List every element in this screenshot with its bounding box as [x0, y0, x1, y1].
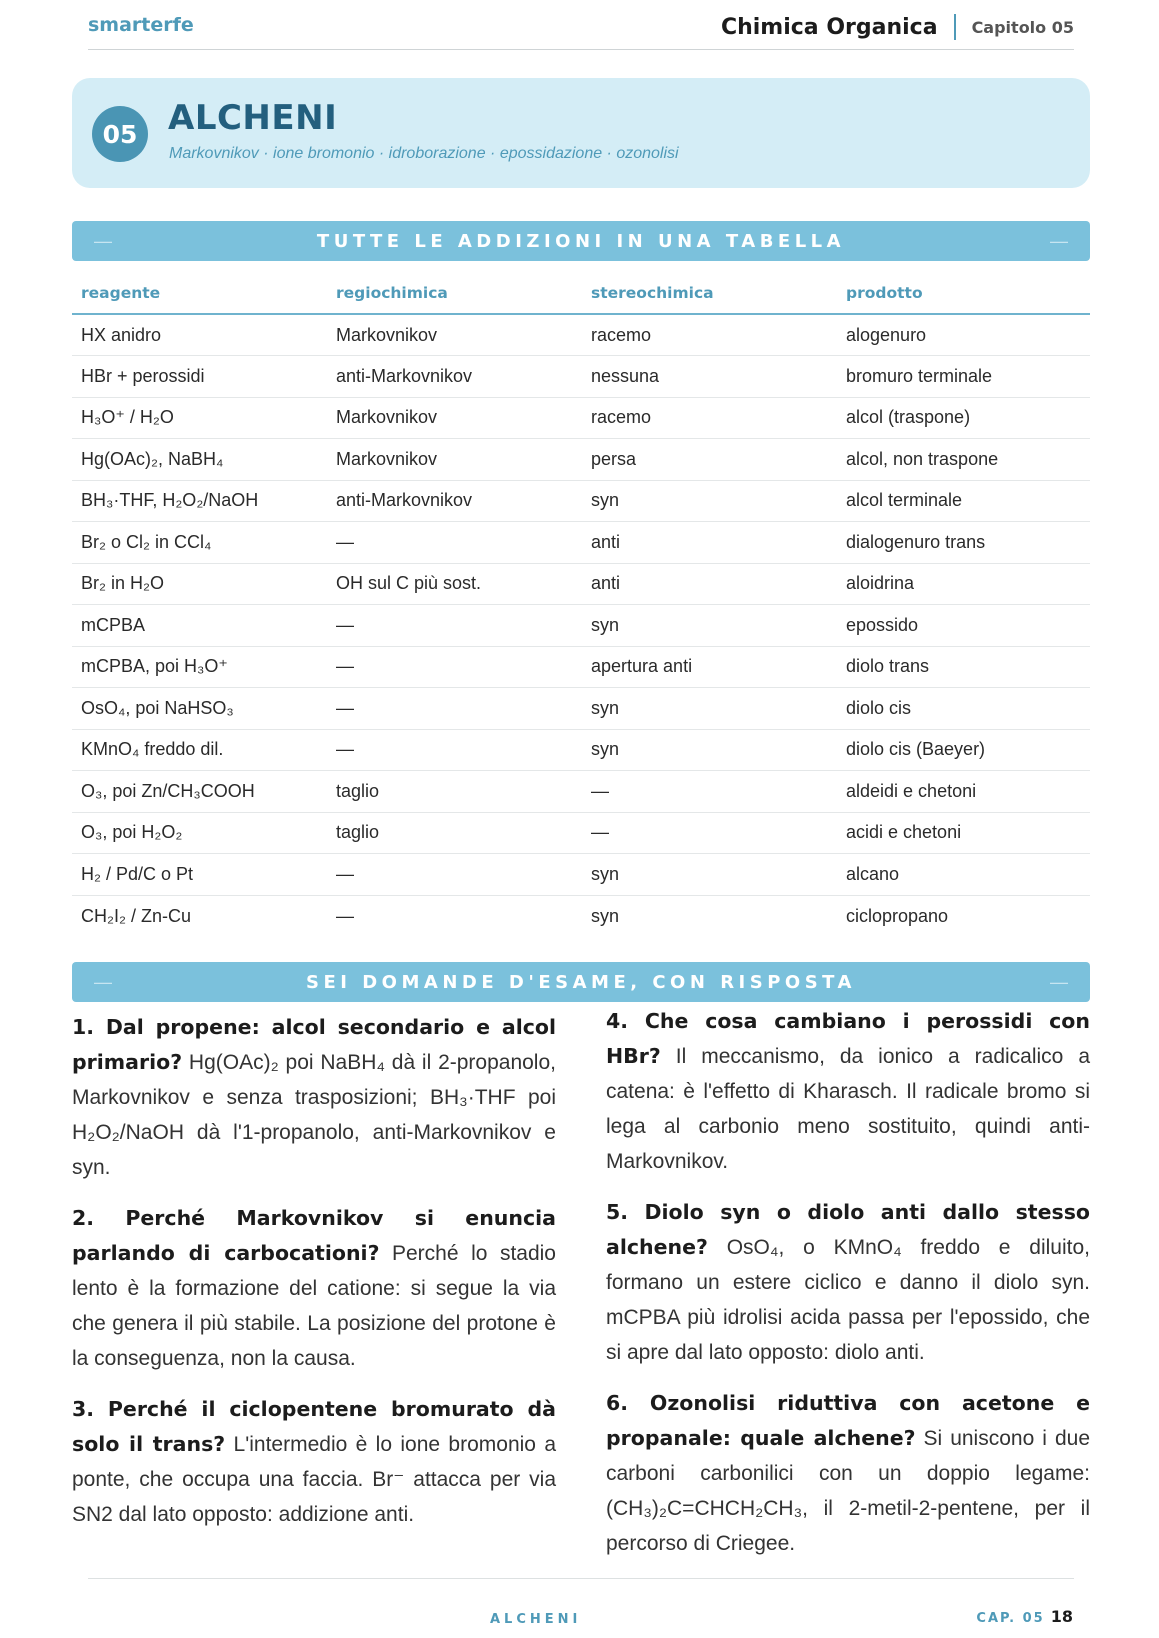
cell-stereochemistry: syn — [582, 729, 837, 771]
cell-stereochemistry: anti — [582, 522, 837, 564]
cell-regiochemistry: — — [327, 605, 582, 647]
cell-reagent: CH₂I₂ / Zn-Cu — [81, 905, 191, 926]
cell-regiochemistry: OH sul C più sost. — [327, 563, 582, 605]
table-row — [72, 480, 1090, 522]
question: 1. Dal propene: alcol secondario e alcol primario? — [72, 1015, 556, 1074]
column-header-regiochemistry: regiochimica — [327, 272, 582, 314]
column-header-stereochemistry: stereochimica — [582, 272, 837, 314]
cell-product: aloidrina — [837, 563, 1090, 605]
cell-reagent: OsO₄, poi NaHSO₃ — [72, 688, 327, 730]
cell-reagent: O₃, poi Zn/CH₃COOH — [72, 771, 327, 813]
column-header-reagent: reagente — [72, 272, 327, 314]
cell-regiochemistry: taglio — [327, 812, 582, 854]
table-row — [72, 563, 1090, 605]
answer: Perché lo stadio lento è la formazione del catione: si segue la via che genera il più stabile. La posizione del protone è la conseguenza, non la causa. — [72, 1242, 556, 1370]
table-row — [72, 646, 1090, 688]
cell-stereochemistry: syn — [582, 480, 837, 522]
question: 2. Perché Markovnikov si enuncia parlando di carbocationi? — [72, 1206, 556, 1265]
answer: Si uniscono i due carboni carbonilici con un doppio legame: (CH₃)₂C=CHCH₂CH₃, il 2-metil-2-pentene, per il percorso di Criegee. — [606, 1427, 1090, 1555]
chapter-subtitle: Markovnikov · ione bromonio · idroborazione · epossidazione · ozonolisi — [169, 145, 679, 162]
header-chapter: Capitolo 05 — [971, 17, 1074, 37]
cell-stereochemistry: syn — [582, 605, 837, 647]
cell-reagent: mCPBA — [72, 605, 327, 647]
cell-stereochemistry: syn — [582, 688, 837, 730]
table-row — [72, 522, 1090, 564]
page-header — [88, 10, 1074, 50]
cell-product: ciclopropano — [846, 905, 949, 926]
cell-regiochemistry: anti-Markovnikov — [327, 480, 582, 522]
chapter-title: ALCHENI — [168, 98, 338, 138]
cell-reagent: HBr + perossidi — [72, 356, 327, 398]
column-header-product: prodotto — [837, 272, 1090, 314]
book-title: Chimica Organica — [720, 14, 938, 40]
answer: Hg(OAc)₂ poi NaBH₄ dà il 2-propanolo, Markovnikov e senza trasposizioni; BH₃·THF poi H₂O₂/NaOH dà l'1-propanolo, anti-Markovnikov e syn. — [72, 1051, 556, 1179]
table-row — [72, 397, 1090, 439]
header-separator — [954, 14, 956, 40]
table-row — [72, 854, 1090, 896]
question: 6. Ozonolisi riduttiva con acetone e propanale: quale alchene? — [606, 1391, 1090, 1450]
qa-item — [606, 1004, 1090, 1179]
footer-divider — [88, 1578, 1074, 1579]
section-dash-right: — — [1050, 230, 1068, 251]
answer: OsO₄, o KMnO₄ freddo e diluito, formano un estere ciclico e danno il diolo syn. mCPBA più idrolisi acida passa per l'epossido, che si apre dal lato opposto: diolo anti. — [606, 1236, 1090, 1364]
chapter-number-badge: 05 — [92, 106, 148, 162]
cell-product: alogenuro — [837, 314, 1090, 356]
qa-item — [72, 1201, 556, 1376]
answer: Il meccanismo, da ionico a radicalico a catena: è l'effetto di Kharasch. Il radicale bromo si lega al carbonio meno sostituito, quindi anti-Markovnikov. — [606, 1045, 1090, 1173]
cell-reagent: Hg(OAc)₂, NaBH₄ — [72, 439, 327, 481]
section-dash-left: — — [94, 971, 112, 992]
cell-regiochemistry: — — [327, 646, 582, 688]
footer-chapter-label: CAP. 05 — [976, 1611, 1045, 1626]
cell-product: epossido — [837, 605, 1090, 647]
table-row — [72, 895, 1090, 937]
cell-stereochemistry: anti — [582, 563, 837, 605]
cell-regiochemistry: — — [327, 688, 582, 730]
brand-name: smarterfe — [88, 14, 194, 36]
qa-item — [606, 1195, 1090, 1370]
section-bar-table — [72, 221, 1090, 261]
cell-product: acidi e chetoni — [837, 812, 1090, 854]
cell-reagent: O₃, poi H₂O₂ — [72, 812, 327, 854]
qa-item — [606, 1386, 1090, 1561]
header-right — [721, 10, 1074, 44]
cell-regiochemistry: taglio — [327, 771, 582, 813]
section-dash-left: — — [94, 230, 112, 251]
cell-reagent: Br₂ o Cl₂ in CCl₄ — [72, 522, 327, 564]
cell-regiochemistry: — — [327, 854, 582, 896]
table-row — [72, 356, 1090, 398]
cell-product: alcol, non traspone — [837, 439, 1090, 481]
cell-regiochemistry: — — [336, 905, 354, 926]
cell-stereochemistry: racemo — [582, 397, 837, 439]
cell-stereochemistry: racemo — [582, 314, 837, 356]
table-row — [72, 439, 1090, 481]
table-row — [72, 812, 1090, 854]
cell-regiochemistry: anti-Markovnikov — [327, 356, 582, 398]
cell-product: dialogenuro trans — [837, 522, 1090, 564]
cell-stereochemistry: — — [582, 771, 837, 813]
section-bar-questions — [72, 962, 1090, 1002]
table-header-row — [72, 272, 1090, 314]
footer-page-info — [976, 1607, 1073, 1626]
cell-product: diolo cis (Baeyer) — [837, 729, 1090, 771]
footer-chapter-name: ALCHENI — [490, 1612, 582, 1627]
cell-product: diolo cis — [837, 688, 1090, 730]
question: 3. Perché il ciclopentene bromurato dà solo il trans? — [72, 1397, 556, 1456]
cell-reagent: HX anidro — [72, 314, 327, 356]
cell-stereochemistry: apertura anti — [582, 646, 837, 688]
chapter-banner — [72, 78, 1090, 188]
section-dash-right: — — [1050, 971, 1068, 992]
table-row — [72, 314, 1090, 356]
cell-product: alcano — [837, 854, 1090, 896]
cell-regiochemistry: Markovnikov — [327, 397, 582, 439]
question: 5. Diolo syn o diolo anti dallo stesso alchene? — [606, 1200, 1090, 1259]
cell-reagent: mCPBA, poi H₃O⁺ — [72, 646, 327, 688]
section-title: SEI DOMANDE D'ESAME, CON RISPOSTA — [306, 971, 856, 993]
answer: L'intermedio è lo ione bromonio a ponte, che occupa una faccia. Br⁻ attacca per via SN2 dal lato opposto: addizione anti. — [72, 1433, 557, 1526]
cell-product: bromuro terminale — [837, 356, 1090, 398]
qa-item — [72, 1010, 556, 1185]
cell-regiochemistry: — — [327, 729, 582, 771]
table-row — [72, 605, 1090, 647]
table-row — [72, 688, 1090, 730]
qa-column-left — [72, 1010, 556, 1548]
cell-product: alcol (traspone) — [837, 397, 1090, 439]
qa-column-right — [606, 1004, 1090, 1577]
cell-product: alcol terminale — [837, 480, 1090, 522]
qa-item — [72, 1392, 556, 1532]
cell-product: diolo trans — [837, 646, 1090, 688]
cell-stereochemistry: persa — [582, 439, 837, 481]
cell-product: aldeidi e chetoni — [837, 771, 1090, 813]
cell-reagent: H₃O⁺ / H₂O — [72, 397, 327, 439]
cell-reagent: KMnO₄ freddo dil. — [72, 729, 327, 771]
cell-reagent: H₂ / Pd/C o Pt — [72, 854, 327, 896]
cell-regiochemistry: Markovnikov — [327, 314, 582, 356]
table-row — [72, 729, 1090, 771]
cell-stereochemistry: nessuna — [582, 356, 837, 398]
cell-stereochemistry: — — [582, 812, 837, 854]
cell-regiochemistry: Markovnikov — [327, 439, 582, 481]
cell-stereochemistry: syn — [582, 854, 837, 896]
cell-stereochemistry: syn — [591, 905, 620, 926]
section-title: TUTTE LE ADDIZIONI IN UNA TABELLA — [316, 230, 846, 252]
additions-table — [72, 272, 1090, 937]
question: 4. Che cosa cambiano i perossidi con HBr? — [606, 1009, 1090, 1068]
page-number: 18 — [1050, 1607, 1073, 1626]
cell-regiochemistry: — — [327, 522, 582, 564]
table-row — [72, 771, 1090, 813]
cell-reagent: BH₃·THF, H₂O₂/NaOH — [72, 480, 327, 522]
cell-reagent: Br₂ in H₂O — [72, 563, 327, 605]
